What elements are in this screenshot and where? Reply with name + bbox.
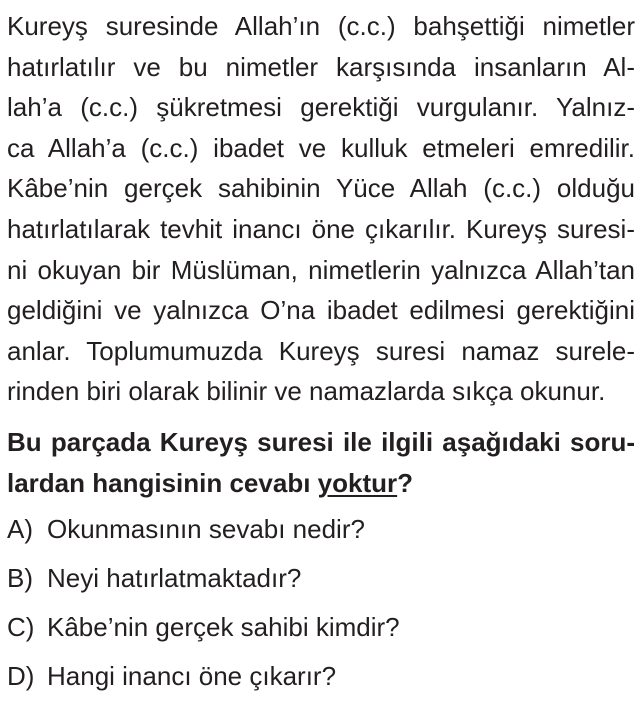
question-line xyxy=(7,463,635,504)
passage-line: lah’a (c.c.) şükretmesi gerektiği vurgulanır. Yalnız- xyxy=(7,92,635,123)
passage-line: ca Allah’a (c.c.) ibadet ve kulluk etmeleri emredilir. xyxy=(7,132,635,163)
question-stem xyxy=(7,422,635,503)
option-text: Kâbe’nin gerçek sahibi kimdir? xyxy=(47,612,400,642)
option-c[interactable] xyxy=(7,603,635,652)
passage-line: rinden biri olarak bilinir ve namazlarda sıkça okunur. xyxy=(7,376,606,407)
option-text: Okunmasının sevabı nedir? xyxy=(47,514,365,544)
option-letter: B) xyxy=(7,563,33,593)
option-text: Neyi hatırlatmaktadır? xyxy=(47,563,302,593)
option-text: Hangi inancı öne çıkarır? xyxy=(47,661,337,691)
passage-line: hatırlatılarak tevhit inancı öne çıkarılır. Kureyş suresi- xyxy=(7,213,635,244)
passage-line: anlar. Toplumumuzda Kureyş suresi namaz surele- xyxy=(7,335,635,366)
option-d[interactable] xyxy=(7,652,635,701)
option-letter: C) xyxy=(7,612,35,642)
answer-options xyxy=(7,505,635,701)
passage-line: Kureyş suresinde Allah’ın (c.c.) bahşettiği nimetler xyxy=(7,11,635,41)
option-a[interactable] xyxy=(7,505,635,554)
option-letter: A) xyxy=(7,514,33,544)
option-letter: D) xyxy=(7,661,35,691)
question-text: lardan hangisinin cevabı xyxy=(7,467,318,498)
passage-line: geldiğini ve yalnızca O’na ibadet edilmesi gerektiğini xyxy=(7,295,635,326)
question-mark: ? xyxy=(397,467,414,498)
passage-line: ni okuyan bir Müslüman, nimetlerin yalnızca Allah’tan xyxy=(7,254,635,285)
option-b[interactable] xyxy=(7,554,635,603)
passage-line: Kâbe’nin gerçek sahibinin Yüce Allah (c.c.) olduğu xyxy=(7,173,635,204)
question-line: Bu parçada Kureyş suresi ile ilgili aşağıdaki soru- xyxy=(7,427,635,457)
passage-line: hatırlatılır ve bu nimetler karşısında insanların Al- xyxy=(7,51,635,82)
reading-passage xyxy=(7,6,635,412)
question-emphasis: yoktur xyxy=(317,467,398,498)
